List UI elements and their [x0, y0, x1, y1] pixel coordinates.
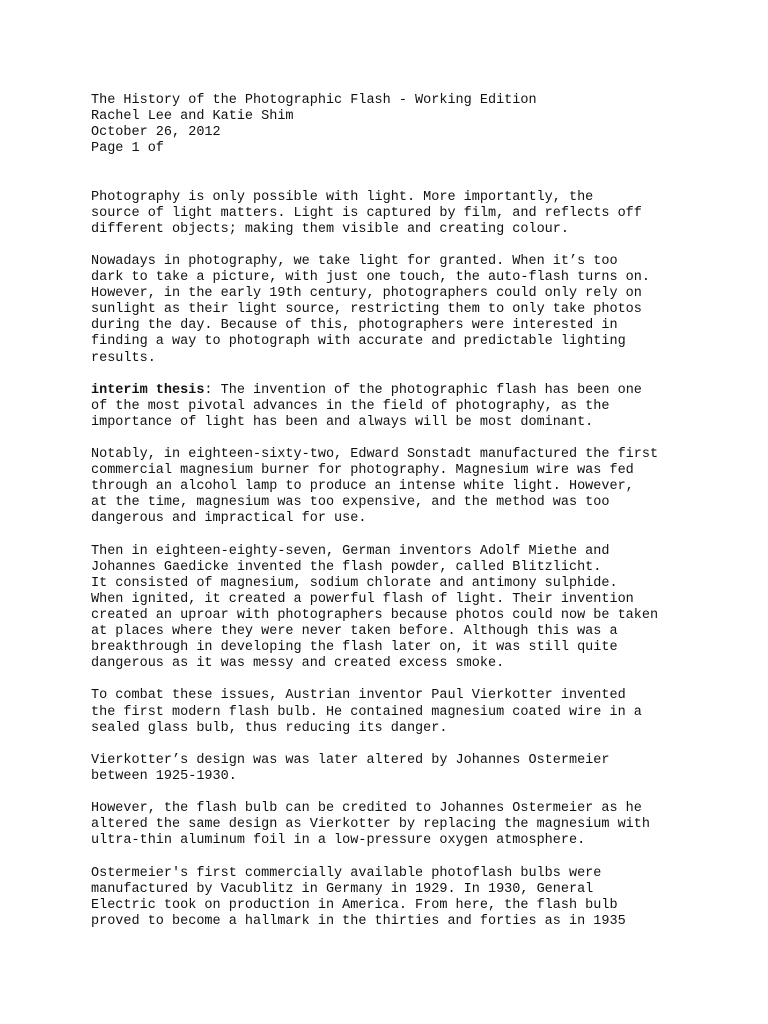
- text-line: between 1925-1930.: [91, 768, 237, 784]
- text-line: However, the flash bulb can be credited to Johannes Ostermeier as he: [91, 801, 642, 817]
- text-line: altered the same design as Vierkotter by replacing the magnesium with: [91, 817, 650, 833]
- page-number: Page 1 of: [91, 141, 164, 157]
- text-line: finding a way to photograph with accurate and predictable lighting: [91, 334, 626, 350]
- thesis-label: interim thesis: [91, 382, 205, 398]
- document-body: [91, 93, 731, 946]
- document-date: October 26, 2012: [91, 125, 221, 141]
- text-line: Johannes Gaedicke invented the flash powder, called Blitzlicht.: [91, 559, 602, 575]
- paragraph: [91, 447, 731, 527]
- text-line: proved to become a hallmark in the thirties and forties as in 1935: [91, 913, 626, 929]
- text-line: Photography is only possible with light. More importantly, the: [91, 189, 594, 205]
- text-line: Ostermeier's first commercially available photoflash bulbs were: [91, 865, 602, 881]
- text-line: sunlight as their light source, restricting them to only take photos: [91, 302, 642, 318]
- text-line: through an alcohol lamp to produce an intense white light. However,: [91, 479, 634, 495]
- text-line: at places where they were never taken before. Although this was a: [91, 624, 618, 640]
- document-title: The History of the Photographic Flash - Working Edition: [91, 93, 537, 108]
- thesis-first-line: [91, 383, 731, 399]
- paragraph: [91, 801, 731, 849]
- text-line: dangerous as it was messy and created excess smoke.: [91, 656, 505, 672]
- thesis-first-line-text: : The invention of the photographic flash has been one: [204, 382, 642, 398]
- text-line: It consisted of magnesium, sodium chlorate and antimony sulphide.: [91, 575, 618, 591]
- text-line: commercial magnesium burner for photography. Magnesium wire was fed: [91, 463, 634, 479]
- text-line: manufactured by Vacublitz in Germany in 1929. In 1930, General: [91, 881, 594, 897]
- text-line: of the most pivotal advances in the field of photography, as the: [91, 398, 610, 414]
- text-line: at the time, magnesium was too expensive, and the method was too: [91, 495, 610, 511]
- paragraph: [91, 544, 731, 673]
- text-line: ultra-thin aluminum foil in a low-pressure oxygen atmosphere.: [91, 833, 586, 849]
- text-line: Vierkotter’s design was was later altered by Johannes Ostermeier: [91, 752, 610, 768]
- text-line: dangerous and impractical for use.: [91, 511, 367, 527]
- text-line: results.: [91, 350, 156, 366]
- text-line: different objects; making them visible and creating colour.: [91, 221, 569, 237]
- text-line: breakthrough in developing the flash later on, it was still quite: [91, 640, 618, 656]
- paragraph: [91, 190, 731, 238]
- text-line: However, in the early 19th century, photographers could only rely on: [91, 286, 642, 302]
- paragraph: [91, 254, 731, 367]
- text-line: the first modern flash bulb. He contained magnesium coated wire in a: [91, 704, 642, 720]
- text-line: Notably, in eighteen-sixty-two, Edward Sonstadt manufactured the first: [91, 447, 659, 463]
- text-line: Electric took on production in America. From here, the flash bulb: [91, 897, 618, 913]
- text-line: created an uproar with photographers because photos could now be taken: [91, 608, 659, 623]
- text-line: dark to take a picture, with just one touch, the auto-flash turns on.: [91, 270, 650, 286]
- text-line: To combat these issues, Austrian inventor Paul Vierkotter invented: [91, 688, 626, 704]
- text-line: Then in eighteen-eighty-seven, German inventors Adolf Miethe and: [91, 543, 610, 559]
- document-authors: Rachel Lee and Katie Shim: [91, 109, 294, 125]
- text-line: source of light matters. Light is captured by film, and reflects off: [91, 205, 642, 221]
- text-line: Nowadays in photography, we take light for granted. When it’s too: [91, 253, 618, 269]
- text-line: importance of light has been and always will be most dominant.: [91, 414, 594, 430]
- paragraph: [91, 753, 731, 785]
- text-line: When ignited, it created a powerful flash of light. Their invention: [91, 591, 634, 607]
- paragraph: [91, 866, 731, 930]
- paragraph: [91, 688, 731, 736]
- text-line: sealed glass bulb, thus reducing its danger.: [91, 720, 448, 736]
- document-header: [91, 93, 731, 157]
- text-line: during the day. Because of this, photographers were interested in: [91, 318, 618, 334]
- thesis-paragraph: [91, 383, 731, 431]
